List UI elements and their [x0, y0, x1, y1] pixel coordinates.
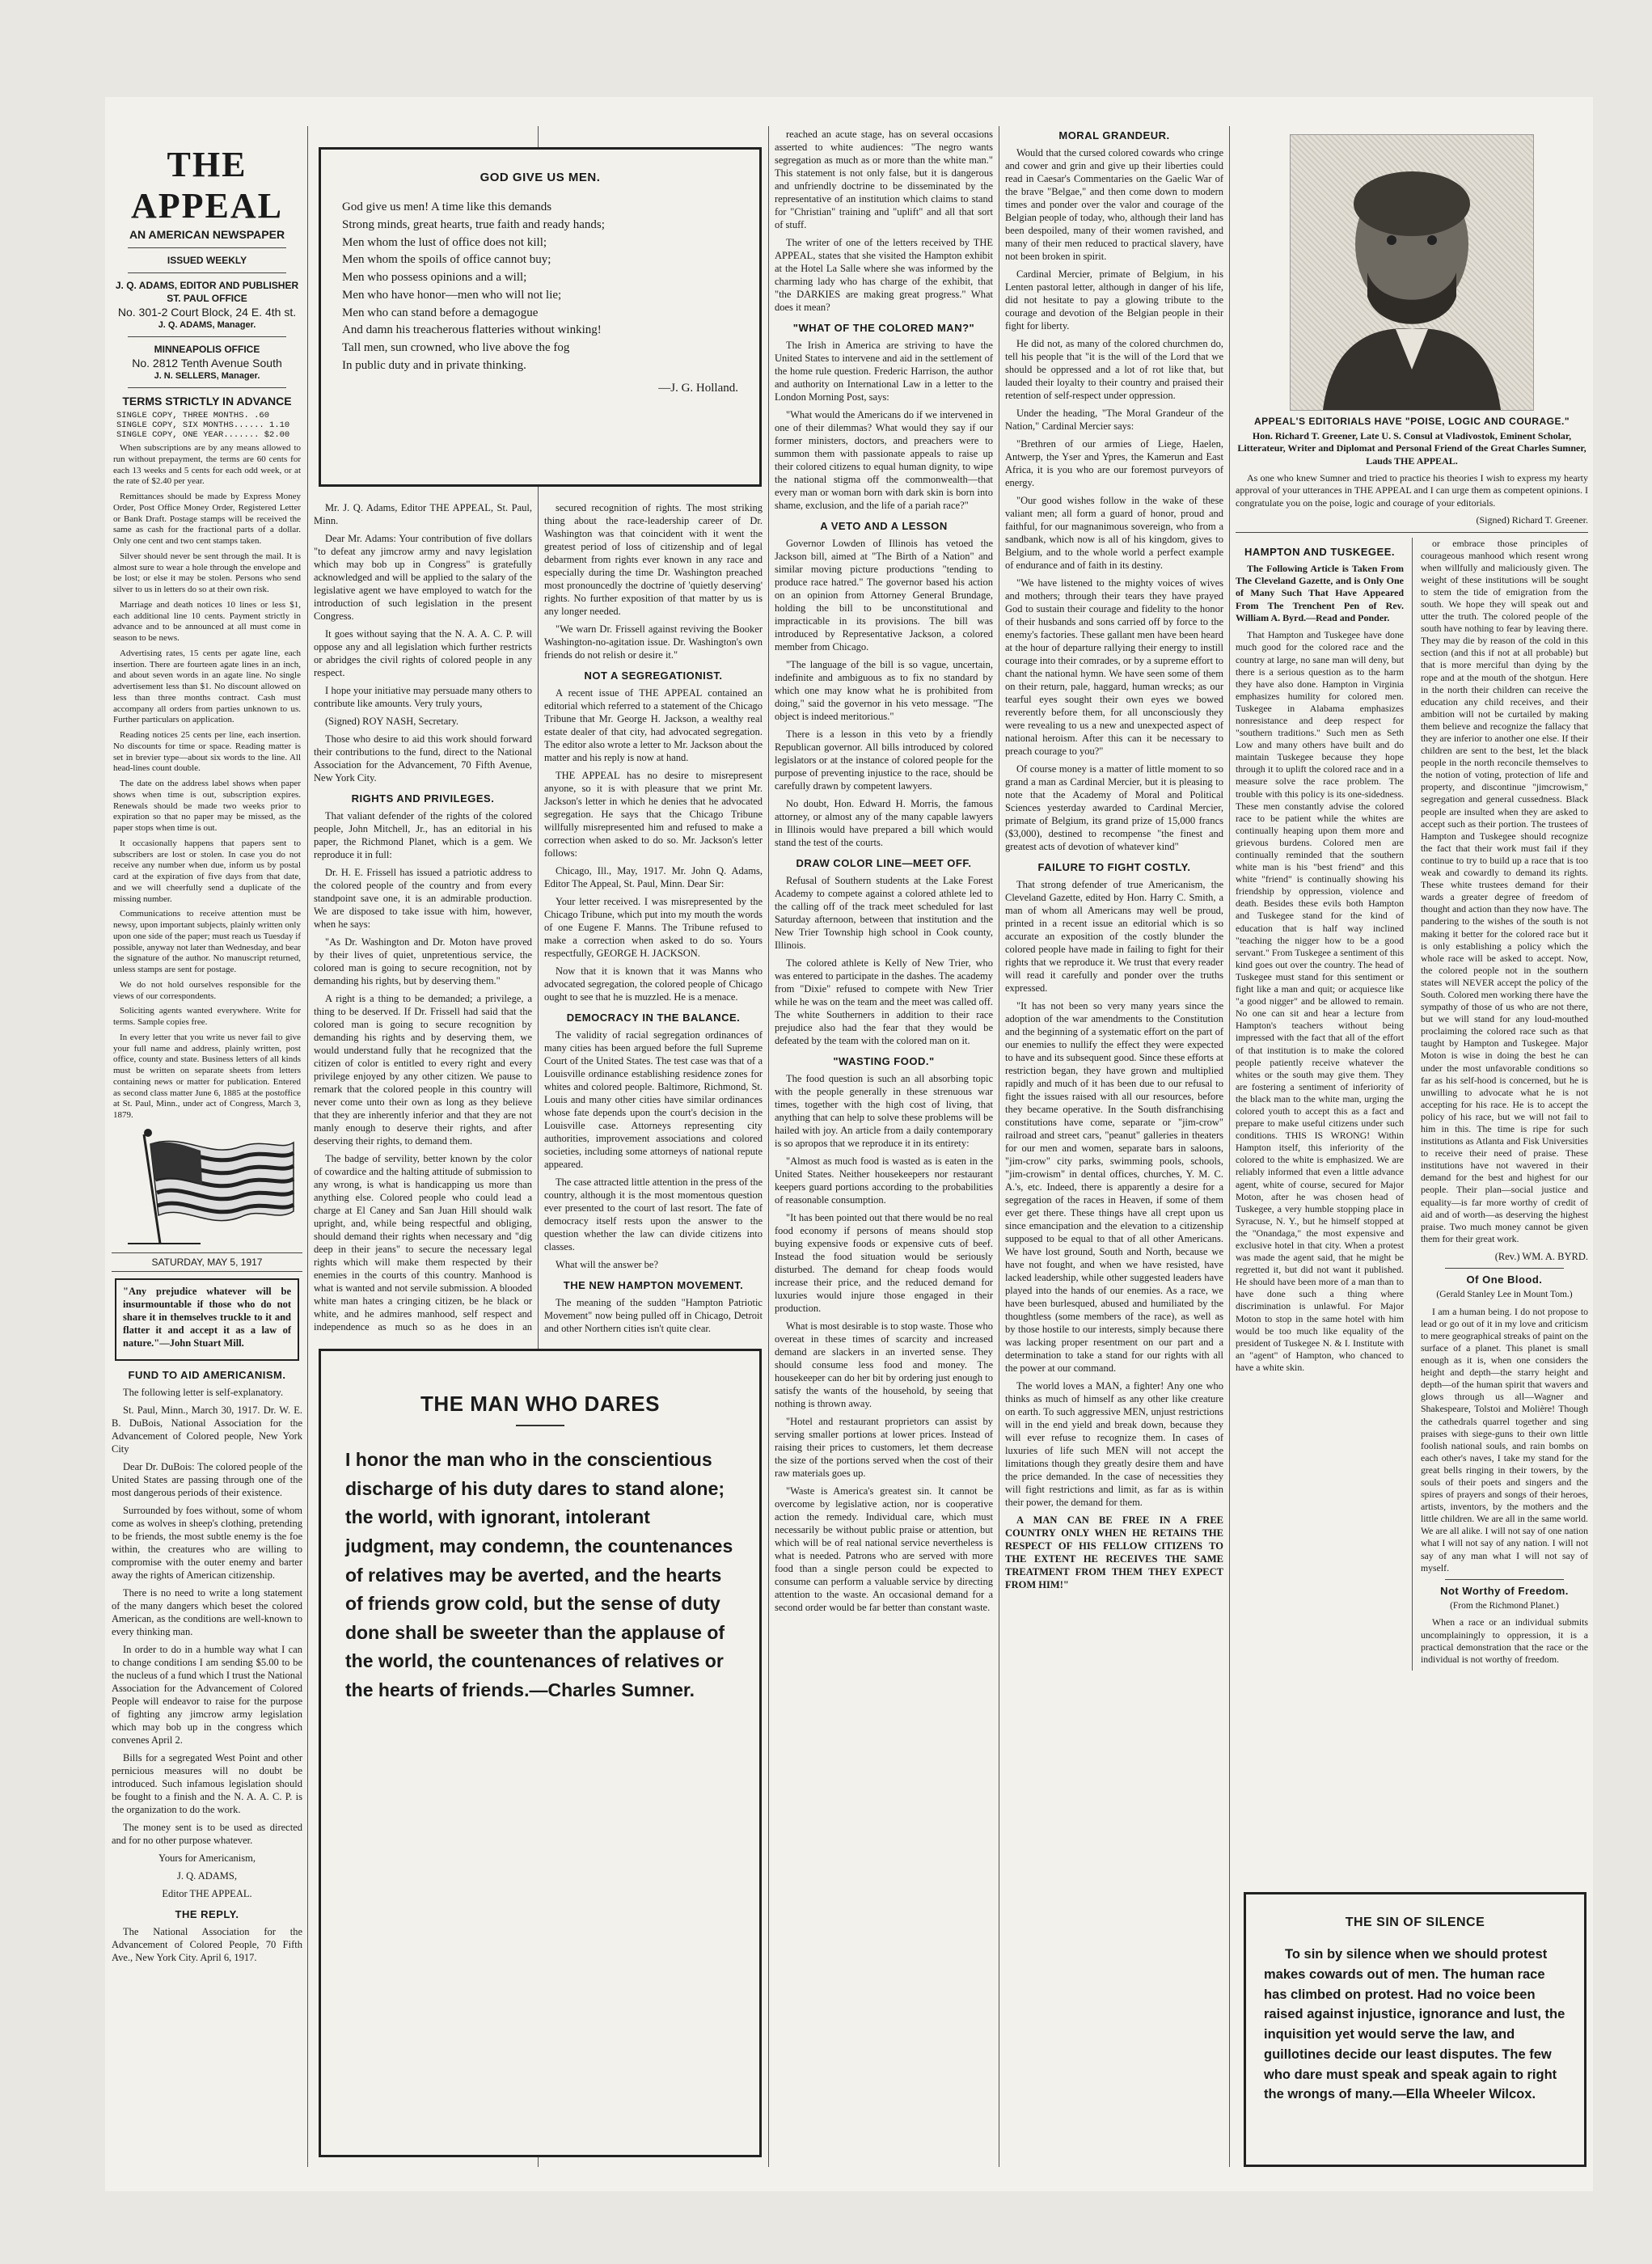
poem-lines [342, 199, 738, 375]
food-para: What is most desirable is to stop waste. Those who overeat in these times of scarcity and increased demand are slackers in an inverted sense. They should consume less food and money. The housekeeper can do her bit by ordering just enough to satisfy the wants of the household, by seeing that nothing is thrown away. [775, 1320, 993, 1409]
poem-line: Men who have honor—men who will not lie; [342, 288, 562, 302]
notice: Remittances should be made by Express Money Order, Post Office Money Order, Registered Letter or Bank Draft. Postage stamps will be received the same as cash for the fractional parts of a dollar. Only one cent and two cent stamps taken. [113, 492, 301, 546]
masthead-manager: J. Q. ADAMS, Manager. [158, 320, 256, 330]
moral-para: Cardinal Mercier, primate of Belgium, in his Lenten pastoral letter, although in danger of his life, did not hesitate to pay a glowing tribute to the courage and devotion of the Belgian people in their fight for liberty. [1005, 268, 1223, 332]
poem-box [319, 147, 762, 487]
fund-para: The following letter is self-explanatory. [123, 1386, 284, 1398]
democracy-heading: DEMOCRACY IN THE BALANCE. [566, 1012, 741, 1024]
fail-para: The world loves a MAN, a fighter! Any one who thinks as much of himself as any other like creature on earth. To such aggressive MEN, unjust restrictions will in the end yield and break down, because they will ever refuse to recognize them. In cases of luxuries of life such MEN will not accept the limitations though they greatly desire them and have the price demanded. In the case of necessities they will fight restrictions and limit, as far as is within their power, the demand for them. [1005, 1380, 1223, 1508]
notice: Marriage and death notices 10 lines or less $1, each additional line 10 cents. Payment strictly in advance and to be announced at all must come in season to be news. [113, 599, 301, 643]
hampton-intro: The Following Article is Taken From The Cleveland Gazette, and is Only One of Many Such That Have Appeared From The Trenchent Pen of Rev. William A. Byrd.—Read and Ponder. [1236, 562, 1404, 623]
column-4 [775, 128, 993, 2182]
nash-letter: Mr. J. Q. Adams, Editor THE APPEAL, St. Paul, Minn. [314, 502, 532, 526]
moral-para: Of course money is a matter of little moment to so grand a man as Cardinal Mercier, but it is pleasing to note that the Academy of Moral and Political Sciences yesterday awarded to Cardinal Mercier, primate of Belgium, its grand prize of 15,000 francs ($3,000), destined to recompense "the finest and greatest acts of devotion of whatever kind" [1005, 763, 1223, 852]
fail-para: A MAN CAN BE FREE IN A FREE COUNTRY ONLY WHEN HE RETAINS THE RESPECT OF HIS FELLOW CITIZENS TO THE EXTENT HE RECEIVES THE SAME TREATMENT FROM THEM THEY EXPECT FROM HIM!" [1005, 1514, 1223, 1590]
colored-para: "What would the Americans do if we intervened in one of their dilemmas? What would they say if our former ministers, doctors, and preachers were to summon them with passionate appeals to raise up their colored citizens to equal human dignity, to wipe the national stigma off the commonwealth—that every man or woman born with dark skin is born into shame, exclusion, and the life of a pariah race?" [775, 409, 993, 511]
portrait-caption: Hon. Richard T. Greener, Late U. S. Consul at Vladivostok, Eminent Scholar, Litterateur, Writer and Diplomat and Personal Friend of the Great Charles Sumner, Lauds THE APPEAL. [1237, 430, 1587, 467]
fund-para: St. Paul, Minn., March 30, 1917. Dr. W. E. B. DuBois, National Association for the Advancement of Colored people, New York City [112, 1404, 302, 1455]
seg-para: Chicago, Ill., May, 1917. Mr. John Q. Adams, Editor The Appeal, St. Paul, Minn. Dear Sir: [544, 865, 763, 889]
col4-para: The writer of one of the letters received by THE APPEAL, states that she visited the Hampton exhibit at the Hotel La Salle where she was informed by the charming lady who has charge of the exhibit, that "the DARKIES are making great progress." What does it mean? [775, 237, 993, 313]
hampton-text: That Hampton and Tuskegee have done much good for the colored race and the country at large, no sane man will deny, but there is a serious question as to the harm they have also done. Hampton in Virginia emphasizes humility for colored men. Tuskegee in Alabama emphasizes nonresistance and deep respect for "southern traditions." Such men as Seth Low and many others have built and do maintain Tuskegee because they hope through it to uplift the colored race and in a measure solve the race problem. The trouble with this policy is its one-sidedness. These men constantly advise the colored race to be patient while the whites are continually heaping upon them more and grievous burdens. Colored men are continually reminded that the southern white man is his "best friend" and this white "friend" is continually showing his friendship by oppression, violence and death. Besides these evils both Hampton and Tuskegee stand for the kind of education that is half way inclined "teaching the nigger how to be a good servant." From Tuskegee a sentiment of this kind goes out over the country. The head of Tuskegee must stand for this sentiment or fight like a man and quit; or acquiesce like "a good nigger" and be allowed to remain. No one can sit and hear a lecture from Hampton's teachers without being impressed with the fact that all of the effort of that institution is to make the colored people patiently receive whatever the whites or the south may give them. They are fostering a sentiment of inferiority of the black man to the white man, urging the colored youth to accept this as a fact and prepare to make useful citizens under such conditions. THIS IS WRONG! Within Hampton itself, this inferiority of the colored to the white is emphasized. We are reliably informed that even a little advance agent, white of course, secured for Major Moton, after he was chosen head of Tuskegee, a very humble stopping place in Syracuse, N. Y., but he himself stopped at the "Onandaga," the most expensive and exclusive hotel in that city. When a protest was made the agent said, that he might be regretted it, but did not want it published. He should have been more of a man than to have done such a thing where discrimination is unlawful. For Major Moton to stop in the same hotel with him would be too much like equality of the president of Tuskegee N. & I. Institute with an "agent" of Hampton, who chanced to have a white skin. [1236, 629, 1404, 1373]
seg-para: Your letter received. I was misrepresented by the Chicago Tribune, which put into my mouth the words of one Eugene F. Manns. The Tribune refused to make a correction when asked to do so. Yours respectfully, GEORGE H. JACKSON. [544, 896, 763, 959]
moral-para: He did not, as many of the colored churchmen do, tell his people that "it is the will of the Lord that we should be oppressed and a lot of rot like that, but lauded their loyalty to their country and praised their retention of self-respect under oppression. [1005, 338, 1223, 401]
rights-heading: RIGHTS AND PRIVILEGES. [351, 792, 495, 805]
poem-heading: GOD GIVE US MEN. [480, 171, 601, 184]
fail-para: "It has not been so very many years since the adoption of the war amendments to the Constitution and the beginning of a systematic effort on the part of our enemies to nullify the effect they were expected to have and its subsequent good. Since these efforts at restriction began, they have grown and multiplied rapidly and much of it has been due to our refusal to fight the issues raised with all our resources, before they became operative. In the South disfranchising constitutions have come, separate or "jim-crow" railroad and street cars, "peanut" galleries in theaters for our men and women, separate bars in saloons, "jim-crow" city parks, swimming pools, schools, "jim-crowism" in dental offices, churches, Y. M. C. A.'s, etc. Indeed, there is apparently a desire for a segregation of the races in Heaven, if some of them ever get there. These things have all crept upon us since emancipation and the elevation to a citizenship supposed to be equal to that of all other Americans. We have lost ground, South and North, because we have not fought, and when we have resisted, have lacked leadership, while other suggested leaders have played into the hands of our enemies. As a race, we have been burlesqued, abused and humiliated by the thoughtless (some members of the race), as well as by those hostile to our interests, simply because there was lacking proper resentment on our part and a determination to take a stand for our rights with all the power at our command. [1005, 1000, 1223, 1374]
seg-para: THE APPEAL has no desire to misrepresent anyone, so it is with pleasure that we print Mr. Jackson's letter in which he denies that he advocated segregation. He says that the Chicago Tribune willfully misrepresented him and refused to make a correction when asked to do so. Mr. Jackson's letter follows: [544, 770, 763, 859]
fund-para: There is no need to write a long statement of the many dangers which beset the colored American, as the conditions are well-known to every thinking man. [112, 1586, 302, 1637]
portrait-illustration [1291, 135, 1533, 410]
moral-para: Under the heading, "The Moral Grandeur of the Nation," Cardinal Mercier says: [1005, 408, 1223, 432]
notice: Soliciting agents wanted everywhere. Write for terms. Sample copies free. [113, 1006, 301, 1027]
dem-para: The case attracted little attention in the press of the country, although it is the most momentous question ever presented to the court of last resort. The fate of democracy itself rests upon the answer to the question whether the law can divide citizens into classes. [544, 1176, 763, 1252]
nash-signed: (Signed) ROY NASH, Secretary. [325, 716, 459, 727]
portrait-caption-heading: APPEAL'S EDITORIALS HAVE "POISE, LOGIC AND COURAGE." [1253, 416, 1570, 427]
nash-letter: Dear Mr. Adams: Your contribution of five dollars "to defeat any jimcrow army and navy legislation which may bob up in Congress" is gratefully acknowledged and will be applied to the salary of the legislative agent we have employed to watch for the introduction of such legislation in the present Congress. [314, 533, 532, 622]
dem-para: The validity of racial segregation ordinances of many cities has been argued before the full Supreme Court of the United States. The test case was that of a Louisville ordinance establishing residence zones for whites and colored people. Baltimore, Richmond, St. Louis and many other cities have similar ordinances whose fate depends upon the court's decision in the Louisville case. Attorneys representing city authorities, improvement associations and colored societies, including some attorneys of national repute appeared. [544, 1029, 763, 1170]
quote-box [115, 1278, 299, 1361]
rights-para: Dr. H. E. Frissell has issued a patriotic address to the colored people of the country and from every standpoint save one, it is an admirable production. We are disposed to take issue with him, however, when he says: [314, 867, 532, 930]
masthead-mpls-address: No. 2812 Tenth Avenue South [132, 357, 282, 370]
notice: The date on the address label shows when paper shows when time is out, subscription expires. Renewals should be made two weeks prior to expiration so that no paper may be missed, as the paper stops when time is out. [113, 779, 301, 833]
reply-para: The National Association for the Advancement of Colored People, 70 Fifth Ave., New York City. April 6, 1917. [112, 1925, 302, 1963]
not-worthy-heading: Not Worthy of Freedom. [1440, 1584, 1569, 1597]
hampton-left-col [1236, 538, 1404, 1671]
nash-letter: It goes without saying that the N. A. A. C. P. will oppose any and all legislation which further restricts or abridges the civil rights of colored people in any respect. [314, 628, 532, 678]
food-para: "Waste is America's greatest sin. It cannot be overcome by legislative action, nor is cooperative action the remedy. Individual care, which must necessarily be without public praise or attention, but which will be of real national service nevertheless is what is needed. Patrons who are served with more food than a single person could be expected to consume can perform a valuable service by directing attention to the waste. An occasional demand for a second order would be far better than constant waste. [775, 1485, 993, 1613]
veto-heading: A VETO AND A LESSON [820, 520, 948, 532]
fund-sign: Yours for Americanism, [158, 1852, 256, 1864]
notice: Silver should never be sent through the mail. It is almost sure to wear a hole through the envelope and be lost; or else it may be stolen. Persons who send silver to us in letters do so at their own risk. [113, 551, 301, 594]
masthead-editor: J. Q. ADAMS, EDITOR AND PUBLISHER [115, 280, 299, 291]
not-worthy-text: When a race or an individual submits uncomplainingly to oppression, it is a practical demonstration that the race or the individual is not worthy of freedom. [1420, 1616, 1588, 1665]
column-rule [768, 126, 769, 2167]
fund-para: The money sent is to be used as directed and for no other purpose whatever. [112, 1821, 302, 1846]
hampton-right-col [1421, 538, 1588, 1671]
silence-text: To sin by silence when we should protest makes cowards out of men. The human race has climbed on protest. Had no voice been raised against injustice, ignorance and lust, the inquisition yet would serve the law, and guillotines decide our least disputes. The few who dare must speak and speak again to right the wrongs of many.—Ella Wheeler Wilcox. [1264, 1947, 1565, 2102]
fund-para: Bills for a segregated West Point and other pernicious measures will no doubt be introduced. Such infamous legislation should be fought to a finish and the N. A. A. C. P. is the organization to do the work. [112, 1751, 302, 1815]
rates-list [116, 411, 298, 440]
portrait-quote: As one who knew Sumner and tried to practice his theories I wish to express my hearty approval of your utterances in THE APPEAL and I can urge them as competent opinions. I congratulate you on the poise, logic and courage of your editorials. [1236, 472, 1588, 509]
notice: It occasionally happens that papers sent to subscribers are lost or stolen. In case you do not receive any number when due, inform us by postal card at the expiration of five days from that date, and we will cheerfully send a duplicate of the missing number. [113, 838, 301, 904]
failure-heading: FAILURE TO FIGHT COSTLY. [1037, 861, 1191, 873]
hampton-para: The meaning of the sudden "Hampton Patriotic Movement" now being pulled off in Chicago, Detroit and other Northern cities isn't quite clear. [544, 1297, 763, 1334]
fund-para: In order to do in a humble way what I can to change conditions I am sending $5.00 to be the nucleus of a fund which I trust the National Association for the Advancement of Colored People will endeavor to raise for the purpose of fighting any jimcrow army legislation which may bob up in the congress which convenes April 2. [112, 1643, 302, 1746]
notice: Communications to receive attention must be newsy, upon important subjects, plainly written only upon one side of the paper; must reach us Tuesday if possible, anyway not later than Wednesday, and bear the signature of the author. No manuscript returned, unless stamps are sent for postage. [113, 909, 301, 974]
veto-para: Governor Lowden of Illinois has vetoed the Jackson bill, aimed at "The Birth of a Nation" and similar moving picture productions "tending to produce race hatred." The governor based his action on an opinion from Attorney General Brundage, holding the bill to be unconstitutional and impracticable in its provisions. The bill was introduced by Representative Jackson, a colored member from Chicago. [775, 538, 993, 653]
food-para: The food question is such an all absorbing topic with the people generally in these strenuous war times, together with the high cost of living, that anything that can help to solve these problems will be hailed with joy. An article from a daily contemporary is so apropos that we reproduce it in its entirety: [775, 1073, 993, 1149]
col3-para: secured recognition of rights. The most striking thing about the race-leadership career of Dr. Washington was that coincident with it went the greatest period of loss of citizenship and of legal debarment from rights ever known in any race and especially during the time Dr. Washington preached most pronouncedly the doctrine of 'quietly deserving' rights. No further exposition of that matter by us is any longer needed. [544, 502, 763, 617]
notices [113, 443, 301, 1121]
col4-para: reached an acute stage, has on several occasions asserted to white audiences: "The negro wants segregation as much as or more than the white man." This statement is not only false, but it is dangerous and unfriendly doctrine to be disseminated by the representative of an institution which claims to stand for "Christian" training and "uplift" and all that sort of stuff. [775, 129, 993, 230]
poem-line: Men who can stand before a demagogue [342, 306, 539, 319]
notice: We do not hold ourselves responsible for the views of our correspondents. [113, 979, 301, 1001]
poem-line: In public duty and in private thinking. [342, 358, 526, 372]
moral-para: "Brethren of our armies of Liege, Haelen, Antwerp, the Yser and Ypres, the Kamerun and East Africa, it is you who are our foremost purveyors of energy. [1005, 438, 1223, 488]
masthead-address: No. 301-2 Court Block, 24 E. 4th st. [117, 306, 297, 319]
moral-grandeur-heading: MORAL GRANDEUR. [1058, 129, 1170, 142]
nash-letter: I hope your initiative may persuade many others to contribute like amounts. Very truly yours, [314, 685, 532, 709]
one-blood-text: I am a human being. I do not propose to lead or go out of it in my love and criticism to mere geographical streaks of paint on the surface of a planet. This planet is small enough as it is, when one considers the height and depth—the starry height and depth—of the human spirit that wavers and glows through us all—Wagner and Shakespeare, Tolstoi and Molière! Though the cathedrals quarrel together and sing praises with siege-guns to their own little foolish national souls, and rain bombs on each other's naves, I take my stand for the great bells ringing in their towers, by the souls of their poets and singers and the spires of prayers and songs of their heroes, artists, inventors, by the mothers and the little children. We are all in the same world. We are all alike. I will not say of one nation what I will not say of any nation. I will not say of any man what I will not say of myself. [1420, 1305, 1588, 1573]
dares-heading: THE MAN WHO DARES [420, 1392, 660, 1416]
notice: When subscriptions are by any means allowed to run without prepayment, the terms are 60 cents for each 13 weeks and 5 cents for each odd week, or at the rate of $2.40 per year. [113, 443, 301, 487]
moral-para: "We have listened to the mighty voices of wives and mothers; through their tears they have prayed God to sustain their courage and fidelity to the honor of their husbands and sons carried off by force to the enemy's factories. These gallant men have been heard at the hour of departure rallying their energy to instill courage into their comrades, or by a supreme effort to chant the national hymn. We have seen some of them on their return, pale, haggard, human wrecks; as our tearful eyes sought their own eyes we bowed reverently before them, for all unconsciously they were revealing to us a new and unexpected aspect of national heroism. After this can it be necessary to preach courage to you?" [1005, 577, 1223, 757]
poem-line: Men who possess opinions and a will; [342, 271, 527, 284]
column-rule [307, 126, 308, 2167]
dares-text: I honor the man who in the conscientious discharge of his duty dares to stand alone; the world, with ignorant, intolerant judgment, may condemn, the countenances of relatives may be averted, and the hearts of friends grow cold, but the sense of duty done shall be sweeter than the applause of the world, the countenances of relatives or the hearts of friends.—Charles Sumner. [345, 1449, 733, 1701]
draw-para: Refusal of Southern students at the Lake Forest Academy to compete against a colored athlete led to the calling off of the track meet scheduled for last Saturday afternoon, between that institution and the New Trier Township high school in Cook county, Illinois. [775, 875, 993, 951]
colored-para: The Irish in America are striving to have the United States to intervene and aid in the settlement of the home rule question. Frederic Harrison, the author and authority on International Law in a letter to the London Morning Post, says: [775, 340, 993, 403]
nash-after: Those who desire to aid this work should forward their contributions to the fund, direct to the National Association for the Advancement, 70 Fifth Avenue, New York City. [314, 733, 532, 784]
rights-para: The badge of servility, better known by the color of cowardice and the halting attitude of submission to any wrong, is what is handicapping us more than anything else. Colored people who could lead a charge at El Caney and San Juan Hill should walk upright, and, while being respectful and obliging, should demand their rights when necessary and "dig deep in their jeans" to secure the necessary legal rights which will make them respected by their enemies in the courts of this country. Manhood is what is wanted and not servile submission. A blooded white man hates a cringing citizen, be he black or white, and he admires manhood, self respect and independence as much so as he does in an [314, 1153, 532, 1333]
column-3 [544, 501, 763, 1334]
poem-author: —J. G. Holland. [658, 381, 738, 395]
moral-para: "Our good wishes follow in the wake of these valiant men; all form a guard of honor, proud and faithful, for our magnanimous sovereign, who from a sandbank, which now is all of his kingdom, gives to Belgium, and to the whole world a perfect example of endurance and of faith in its destiny. [1005, 495, 1223, 571]
seg-para: Now that it is known that it was Manns who advocated segregation, the colored people of Chicago ought to see that he is muzzled. He is a menace. [544, 965, 763, 1003]
sin-of-silence-box [1244, 1892, 1587, 2167]
poem-line: Strong minds, great hearts, true faith and ready hands; [342, 218, 605, 231]
mill-quote: "Any prejudice whatever will be insurmountable if those who do not share it in themselves truckle to it and flatter it and accept it as a law of nature."—John Stuart Mill. [123, 1285, 291, 1349]
man-who-dares-box [319, 1349, 762, 2157]
reply-heading: THE REPLY. [175, 1907, 239, 1920]
column-2 [314, 501, 532, 1334]
notice: In every letter that you write us never fail to give your full name and address, plainly written, post office, county and state. Business letters of all kinds must be written on separate sheets from letters containing news or matter for publication. Entered as second class matter June 6, 1885 at the postoffice at St. Paul, Minn., under act of Congress, March 3, 1879. [113, 1032, 301, 1120]
moral-para: Would that the cursed colored cowards who cringe and cower and grin and give up their liberties could read in Caesar's Commentaries on the Gaelic War of the brave "Belgae," and then come down to modern times and ponder over the valor and courage of the Belgian people of today, who, although their land has been despoiled, many of their women ravished, and many of their men reduced to practical slavery, have not been broken in spirit. [1005, 147, 1223, 262]
newspaper-page [105, 97, 1593, 2191]
one-blood-heading: Of One Blood. [1466, 1273, 1543, 1286]
silence-heading: THE SIN OF SILENCE [1345, 1916, 1485, 1929]
greener-portrait [1290, 134, 1534, 411]
food-para: "It has been pointed out that there would be no real food economy if persons of means should stop buying expensive foods or expensive cuts of beef. Instead the food situation would be seriously disturbed. The demand for cheap foods would increase their price, and the reduced demand for luxuries would injure those engaged in their production. [775, 1212, 993, 1314]
veto-para: There is a lesson in this veto by a friendly Republican governor. All bills introduced by colored legislators or at the instance of colored people for the purpose of preventing injustice to the race, should be carefully drawn by competent lawyers. [775, 729, 993, 792]
column-6 [1236, 128, 1588, 2182]
rate-line: SINGLE COPY, SIX MONTHS...... 1.10 [116, 420, 290, 430]
rights-para: A right is a thing to be demanded; a privilege, a thing to be deserved. If Dr. Frissell had said that the colored man is going to secure recognition by demanding his rights and by deserving them, we would understand fully that he recognized that the citizen of color is entitled to every right and every privilege enjoyed by any other citizen. We pause to remark that the colored people in this country will never come unto their own as long as they believe that they are inherently inferior and that they are not manly enough to deserve their rights, and after deserving their rights, to demand them. [314, 993, 532, 1147]
masthead-issued: ISSUED WEEKLY [167, 255, 247, 266]
fund-sign: Editor THE APPEAL. [162, 1887, 252, 1899]
fail-para: That strong defender of true Americanism, the Cleveland Gazette, edited by Hon. Harry C. Smith, a man of whom all Americans may well be proud, printed in a recent issue an editorial which is so accurate an exposition of the costly blunder the colored people have made in failing to fight for their rights that we reproduce it. We trust that every reader will read it carefully and ponder over the truths expressed. [1005, 879, 1223, 994]
colored-man-heading: "WHAT OF THE COLORED MAN?" [792, 322, 975, 334]
hampton-tuskegee-article [1236, 538, 1588, 1671]
fund-para: Dear Dr. DuBois: The colored people of the United States are passing through one of the most dangerous periods of their existence. [112, 1460, 302, 1498]
rights-para: "As Dr. Washington and Dr. Moton have proved by their lives of quiet, unpretentious service, the colored man is going to secure recognition, not by demanding his rights, but by deserving them." [314, 936, 532, 986]
wasting-food-heading: "WASTING FOOD." [833, 1055, 935, 1067]
food-para: "Almost as much food is wasted as is eaten in the United States. Neither housekeepers nor restaurant keepers guard portions according to the probabilities of reasonable consumption. [775, 1155, 993, 1206]
poem-line: Men whom the spoils of office cannot buy; [342, 253, 551, 267]
column-5 [1005, 128, 1223, 2182]
portrait-signed: (Signed) Richard T. Greener. [1476, 514, 1588, 526]
veto-para: No doubt, Hon. Edward H. Morris, the famous attorney, or almost any of the many capable lawyers in Illinois would have prepared a bill which would stand the test of the courts. [775, 798, 993, 848]
fund-para: Surrounded by foes without, some of whom come as wolves in sheep's clothing, pretending to be friends, the most subtle enemy is the foe within, the creatures who are willing to compromise with the outer enemy and barter away the rights of American citizenship. [112, 1504, 302, 1581]
byrd-signature: (Rev.) WM. A. BYRD. [1494, 1250, 1588, 1262]
poem-line: Tall men, sun crowned, who live above the fog [342, 341, 570, 354]
notice: Reading notices 25 cents per line, each insertion. No discounts for time or space. Reading matter is set in brevier type—about six words to the line. All head-lines count double. [113, 730, 301, 774]
column-rule [1229, 126, 1230, 2167]
masthead-office: ST. PAUL OFFICE [167, 293, 247, 304]
col3-para: "We warn Dr. Frissell against reviving the Booker Washington-no-agitation issue. Dr. Washington's own friends do not relish or desire it." [544, 623, 763, 661]
terms-heading: TERMS STRICTLY IN ADVANCE [122, 395, 292, 408]
hampton-tuskegee-heading: HAMPTON AND TUSKEGEE. [1244, 545, 1395, 558]
draw-para: The colored athlete is Kelly of New Trier, who was entered to participate in the dashes. The academy from "Dixie" refused to compete with New Trier while he was on the team and the meet was called off. The white Southerners in addition to their race prejudice also had the fear that they would be defeated by the team with the colored man on it. [775, 957, 993, 1046]
food-para: "Hotel and restaurant proprietors can assist by serving smaller portions at lower prices. Instead of raising their prices to customers, let them decrease the size of the portions served when the cost of their raw materials goes up. [775, 1416, 993, 1479]
poem-line: God give us men! A time like this demands [342, 201, 552, 213]
not-worthy-source: (From the Richmond Planet.) [1450, 1600, 1559, 1611]
fund-sign: J. Q. ADAMS, [177, 1869, 237, 1882]
column-masthead [112, 128, 302, 2182]
poem-line: And damn his treacherous flatteries without winking! [342, 323, 602, 337]
masthead-mpls-office: MINNEAPOLIS OFFICE [154, 344, 260, 355]
rate-line: SINGLE COPY, THREE MONTHS. .60 [116, 411, 270, 420]
seg-para: A recent issue of THE APPEAL contained an editorial which referred to a statement of the Chicago Tribune that Mr. George H. Jackson, a wealthy real estate dealer of that city, had advocated segregation. The editor also wrote a letter to Mr. Jackson about the matter and his reply is now at hand. [544, 687, 763, 763]
american-flag-illustration [112, 1126, 299, 1248]
rights-para: That valiant defender of the rights of the colored people, John Mitchell, Jr., has an editorial in his paper, the Richmond Planet, which is a gem. We reproduce it in full: [314, 810, 532, 860]
rate-line: SINGLE COPY, ONE YEAR....... $2.00 [116, 430, 290, 440]
segregationist-heading: NOT A SEGREGATIONIST. [584, 669, 723, 682]
color-line-heading: DRAW COLOR LINE—MEET OFF. [796, 857, 972, 869]
masthead-title: THE APPEAL [131, 145, 283, 226]
issue-date: SATURDAY, MAY 5, 1917 [151, 1256, 263, 1268]
notice: Advertising rates, 15 cents per agate line, each insertion. There are fourteen agate lines in an inch, and about seven words in an agate line. No single advertisement less than $1. No discount allowed on less than three months contract. Cash must accompany all orders from parties unknown to us. Further particulars on application. [113, 648, 301, 725]
masthead-subtitle: AN AMERICAN NEWSPAPER [129, 228, 285, 241]
veto-para: "The language of the bill is so vague, uncertain, indefinite and ambiguous as to fix no standard by which one may know what he is prohibited from doing," said the governor in his veto message. "The object is indeed meritorious." [775, 659, 993, 722]
dem-para: What will the answer be? [556, 1259, 659, 1270]
one-blood-source: (Gerald Stanley Lee in Mount Tom.) [1436, 1289, 1573, 1299]
fund-heading: FUND TO AID AMERICANISM. [128, 1368, 286, 1381]
hampton-text: or embrace those principles of courageous manhood which resent wrong when willfully and maliciously given. The weight of these institutions will be sought to stem the tide of emigration from the south. We hope they will speak out and utter the truth. The colored people of the south have nothing to fear by leaving there. They may die by reason of the cold in this section (and this if not at all probable) but that is more merciful than dying by the rope and at the mouth of the shotgun. Here in the north their children can receive the education any child receives, and their ambition will not be curtailed by making them believe and recognize the fallacy that they are inferior to another one else. If their children are sent to the best, let the black people in the north reconcile themselves to the notion of voting, protection of life and property, and discontinue "jimcrowism," segregation and general cussedness. Black people are insulted when they are asked to accept such as their portion. The trustees of Hampton and Tuskegee should recognize the fact that their work must fail if they continue to try to build up a race that is too weak and cowardly to demand its rights. These white trustees demand for their wards a greater degree of freedom of thought and action than they now have. The pandering to the wishes of the south is not making it better for the colored race but it is only establishing a policy which the whole race will be asked to accept. Now, the colored people not in the southern states will NEVER accept the policy of the South. Colored men working there have the sympathy of those of us who are not there, but we will stand for any loud-mouthed proclaiming the colored race such as that taught by Hampton and Tuskegee. Major Moton is wise in doing the best he can under the most unfavorable conditions so far as his self-hood is concerned, but he is unwilling to advocate what he is not accepting for his race. He is to accept the policy of his race, but we will not fail to him in this. The time is ripe for such institutions as Atlanta and Fisk Universities to receive their need of praise. These institutions have not wavered in their demand for the best and highest for our people. Their plan—social justice and equality—is far more worthy of credit of aid and of worth—as deserving the highest praise. Two much money cannot be given them for their great work. [1420, 537, 1588, 1244]
poem-line: Men whom the lust of office does not kill; [342, 235, 547, 249]
hampton-movement-heading: THE NEW HAMPTON MOVEMENT. [563, 1279, 744, 1291]
masthead-mpls-manager: J. N. SELLERS, Manager. [154, 371, 260, 381]
